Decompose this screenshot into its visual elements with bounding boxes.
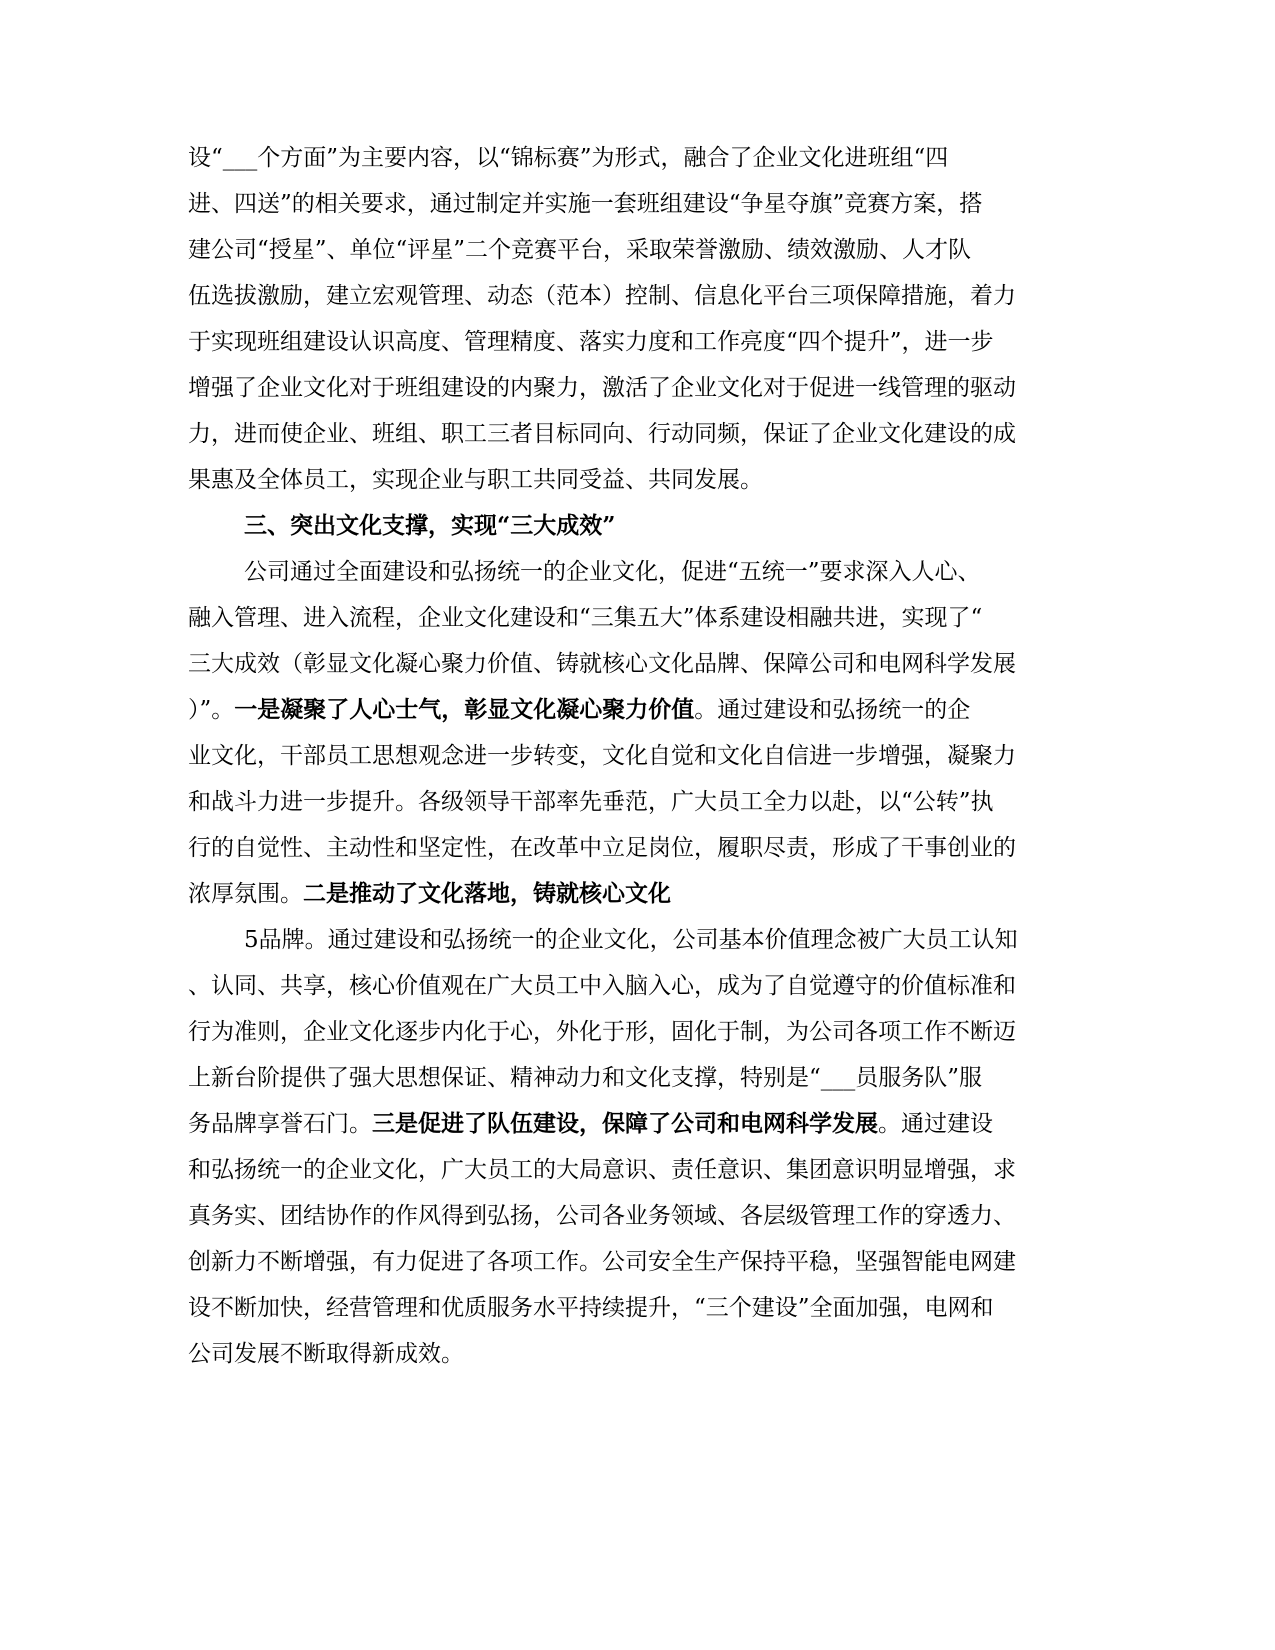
paragraph-line: 业文化，干部员工思想观念进一步转变，文化自觉和文化自信进一步增强，凝聚力 [188,743,1016,769]
text-run: 务品牌享誉石门。 [188,1111,372,1137]
text-run: 。通过建设 [878,1111,993,1137]
paragraph-line: 力，进而使企业、班组、职工三者目标同向、行动同频，保证了企业文化建设的成 [188,421,1016,447]
bold-point-three: 三是促进了队伍建设，保障了公司和电网科学发展 [372,1110,878,1137]
paragraph-line: 建公司“授星”、单位“评星”二个竞赛平台，采取荣誉激励、绩效激励、人才队 [188,237,972,263]
paragraph-line: 真务实、团结协作的作风得到弘扬，公司各业务领域、各层级管理工作的穿透力、 [188,1203,1016,1229]
paragraph-line: 和战斗力进一步提升。各级领导干部率先垂范，广大员工全力以赴，以“公转”执 [188,789,994,815]
text-run: 浓厚氛围。 [188,881,303,907]
text-run: ）”。 [188,697,235,723]
paragraph-line [188,1108,993,1140]
paragraph-line: 上新台阶提供了强大思想保证、精神动力和文化支撑，特别是“___员服务队”服 [188,1065,983,1091]
paragraph-line: 行的自觉性、主动性和坚定性，在改革中立足岗位，履职尽责，形成了干事创业的 [188,835,1016,861]
paragraph-line: 三大成效（彰显文化凝心聚力价值、铸就核心文化品牌、保障公司和电网科学发展 [188,651,1016,677]
paragraph-line: 公司通过全面建设和弘扬统一的企业文化，促进“五统一”要求深入人心、 [244,559,981,585]
text-run: 。通过建设和弘扬统一的企 [694,697,971,723]
paragraph-line: 进、四送”的相关要求，通过制定并实施一套班组建设“争星夺旗”竞赛方案，搭 [188,191,983,217]
paragraph-line [188,878,671,910]
paragraph-line: 增强了企业文化对于班组建设的内聚力，激活了企业文化对于促进一线管理的驱动 [188,375,1016,401]
paragraph-line: 于实现班组建设认识高度、管理精度、落实力度和工作亮度“四个提升”，进一步 [188,329,994,355]
paragraph-line: 5品牌。通过建设和弘扬统一的企业文化，公司基本价值理念被广大员工认知 [244,927,1018,953]
paragraph-line [188,694,970,726]
paragraph-line: 设不断加快，经营管理和优质服务水平持续提升，“三个建设”全面加强，电网和 [188,1295,994,1321]
paragraph-line: 创新力不断增强，有力促进了各项工作。公司安全生产保持平稳，坚强智能电网建 [188,1249,1016,1275]
paragraph-line: 设“___个方面”为主要内容，以“锦标赛”为形式，融合了企业文化进班组“四 [188,145,949,171]
paragraph-line: 公司发展不断取得新成效。 [188,1341,464,1367]
bold-point-one: 一是凝聚了人心士气，彰显文化凝心聚力价值 [234,696,695,723]
paragraph-line: 果惠及全体员工，实现企业与职工共同受益、共同发展。 [188,467,763,493]
section-heading: 三、突出文化支撑，实现“三大成效” [244,512,616,539]
paragraph-line: 、认同、共享，核心价值观在广大员工中入脑入心，成为了自觉遵守的价值标准和 [188,973,1016,999]
paragraph-line: 和弘扬统一的企业文化，广大员工的大局意识、责任意识、集团意识明显增强，求 [188,1157,1016,1183]
paragraph-line: 行为准则，企业文化逐步内化于心，外化于形，固化于制，为公司各项工作不断迈 [188,1019,1016,1045]
paragraph-line: 伍选拔激励，建立宏观管理、动态（范本）控制、信息化平台三项保障措施，着力 [188,283,1016,309]
paragraph-line: 融入管理、进入流程，企业文化建设和“三集五大”体系建设相融共进，实现了“ [188,605,983,631]
bold-point-two: 二是推动了文化落地，铸就核心文化 [303,880,671,907]
